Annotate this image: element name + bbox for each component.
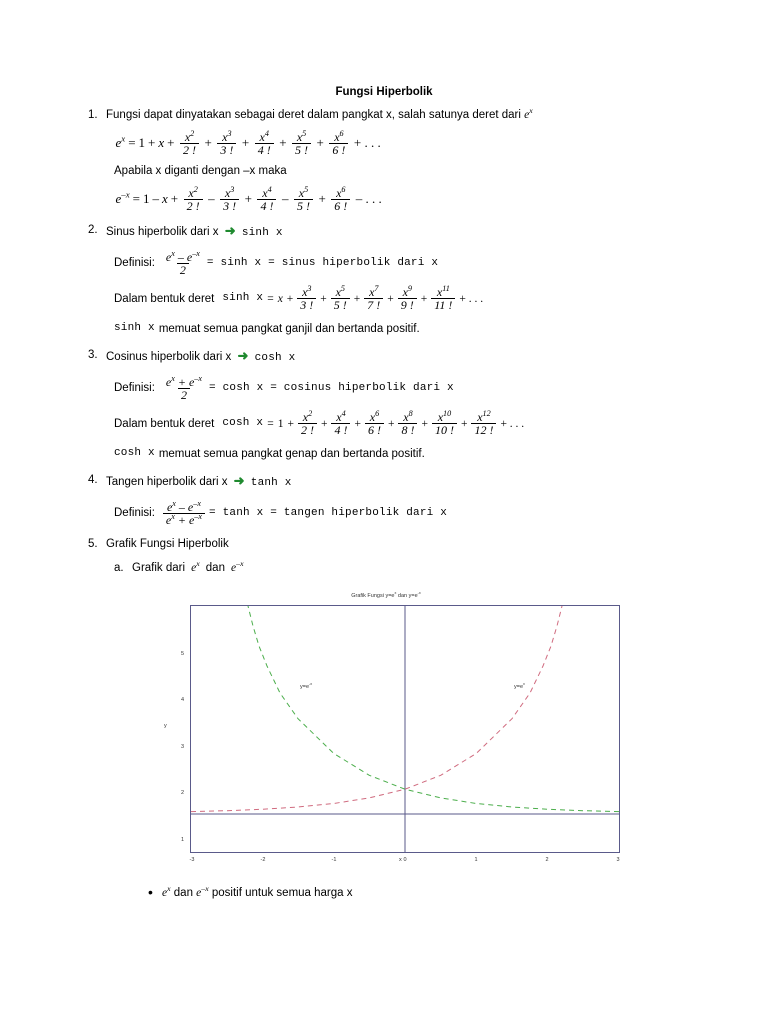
y-axis-label: y xyxy=(164,723,167,730)
item-1-math-ex: $e^x$ xyxy=(524,106,533,121)
item-5a-mid: dan xyxy=(205,562,225,575)
chart-title: Grafik Fungsi $y=e^x$ dan $y=e^{-x}$ xyxy=(351,591,421,600)
item-1-text: Fungsi dapat dinyatakan sebagai deret dalam pangkat x, salah satunya deret dari xyxy=(106,109,521,121)
series-cosh: Dalam bentuk deret cosh x = 1 + $\frac{x^2}{2 !}$ + $\frac{x^4}{4 !}$ + $\frac{x^6}{6 !}$ + $\frac{x^8}{8 !}$ + $\frac{x^{10}}{10 !}$ + $\frac{x^{12}}{12 !}$ + . . . xyxy=(114,408,525,438)
y-tick-3: 3 xyxy=(180,744,184,751)
list-item-4 xyxy=(88,472,698,492)
definition-tanh: Definisi: $\frac{e^x - e^{-x}}{e^x + e^{-x}}$ = tanh x = tangen hiperbolik dari x xyxy=(114,498,448,528)
item-text-3 xyxy=(106,347,698,367)
note-sinh xyxy=(114,321,698,338)
note-cosh-text: memuat semua pangkat genap dan bertanda positif. xyxy=(158,448,425,461)
item-5a-prefix: Grafik dari xyxy=(132,562,186,575)
item-3-text: Cosinus hiperbolik dari x xyxy=(106,350,232,363)
list-item-5a xyxy=(114,560,698,577)
item-number-2: 2. xyxy=(88,223,98,236)
bullet-icon: • xyxy=(148,884,153,901)
curve-enegx xyxy=(248,606,619,812)
x-tick-neg1: -1 xyxy=(331,857,337,864)
item-5a-text xyxy=(132,560,698,577)
curve-ex xyxy=(191,606,562,812)
series-sinh: Dalam bentuk deret sinh x = x + $\frac{x^3}{3 !}$ + $\frac{x^5}{5 !}$ + $\frac{x^7}{7 !}$ + $\frac{x^9}{9 !}$ + $\frac{x^{11}}{11 !}$ + . . . xyxy=(114,283,484,313)
item-2-math: sinh x xyxy=(241,226,283,239)
item-number-4: 4. xyxy=(88,473,98,486)
list-item-1 xyxy=(88,107,698,124)
note-cosh xyxy=(114,446,698,463)
item-text-5: Grafik Fungsi Hiperbolik xyxy=(106,537,229,550)
x-tick-1: 1 xyxy=(474,857,478,864)
arrow-icon: ➜ xyxy=(233,472,245,488)
equation-enegx-series: $e^{-x}$ = 1 – x + $\frac{x^2}{2 !}$ – $\frac{x^3}{3 !}$ + $\frac{x^4}{4 !}$ – $\frac{x^5}{5 !}$ + $\frac{x^6}{6 !}$ – . . . xyxy=(115,184,382,214)
item-text-1 xyxy=(106,107,698,124)
plot-area xyxy=(190,605,620,853)
y-tick-1: 1 xyxy=(180,837,184,844)
note-sinh-text: memuat semua pangkat ganjil dan bertanda positif. xyxy=(158,323,420,336)
item-5a-math-1: $e^x$ xyxy=(188,559,200,575)
item-letter-5a: a. xyxy=(114,562,124,575)
item-4-math: tanh x xyxy=(250,476,292,489)
series-sinh-lhs: sinh x xyxy=(222,291,264,304)
list-item-2 xyxy=(88,222,698,242)
y-tick-5: 5 xyxy=(180,651,184,658)
x-tick-2: 2 xyxy=(545,857,549,864)
x-axis-label: x xyxy=(399,857,402,864)
bullet-tail: positif untuk semua harga x xyxy=(211,887,353,900)
x-tick-neg3: -3 xyxy=(189,857,195,864)
item-4-text: Tangen hiperbolik dari x xyxy=(106,475,228,488)
plot-svg xyxy=(191,606,619,852)
item-number-1: 1. xyxy=(88,109,98,121)
item-number-3: 3. xyxy=(88,348,98,361)
definition-label-tanh: Definisi: xyxy=(114,507,155,520)
note-cosh-math: cosh x xyxy=(114,447,155,460)
bullet-text xyxy=(162,885,353,902)
series-cosh-lhs: cosh x xyxy=(222,416,264,429)
item-2-text: Sinus hiperbolik dari x xyxy=(106,225,219,238)
definition-sinh-text: = sinh x = sinus hiperbolik dari x xyxy=(206,256,439,269)
annotation-ex: $y=e^x$ xyxy=(514,682,525,691)
note-sinh-math: sinh x xyxy=(114,322,155,335)
bullet-item xyxy=(148,885,698,902)
definition-label-cosh: Definisi: xyxy=(114,382,155,395)
definition-label-sinh: Definisi: xyxy=(114,257,155,270)
x-tick-3: 3 xyxy=(616,857,620,864)
item-number-5: 5. xyxy=(88,537,98,550)
y-tick-4: 4 xyxy=(180,697,184,704)
series-label-sinh: Dalam bentuk deret xyxy=(114,292,215,305)
x-tick-0: 0 xyxy=(403,857,407,864)
definition-cosh: Definisi: $\frac{e^x + e^{-x}}{2}$ = cosh x = cosinus hiperbolik dari x xyxy=(114,373,454,403)
annotation-enegx: $y=e^{-x}$ xyxy=(300,682,313,691)
item-1-subline: Apabila x diganti dengan –x maka xyxy=(114,164,287,177)
arrow-icon: ➜ xyxy=(224,222,236,238)
document-body xyxy=(88,107,698,902)
y-tick-2: 2 xyxy=(180,790,184,797)
bullet-math-2: $e^{-x}$ xyxy=(196,884,209,900)
item-5a-math-2: $e^{-x}$ xyxy=(228,559,244,575)
arrow-icon: ➜ xyxy=(237,347,249,363)
list-item-3 xyxy=(88,347,698,367)
x-tick-neg2: -2 xyxy=(260,857,266,864)
bullet-mid: dan xyxy=(173,887,193,900)
definition-tanh-text: = tanh x = tangen hiperbolik dari x xyxy=(209,506,448,519)
equation-ex-series: $e^x$ = 1 + x + $\frac{x^2}{2 !}$ + $\frac{x^3}{3 !}$ + $\frac{x^4}{4 !}$ + $\frac{x^5}{5 !}$ + $\frac{x^6}{6 !}$ + . . . xyxy=(115,128,381,158)
exponential-graph xyxy=(134,591,638,873)
item-text-4 xyxy=(106,472,698,492)
list-item-5 xyxy=(88,536,698,553)
definition-cosh-text: = cosh x = cosinus hiperbolik dari x xyxy=(209,381,454,394)
item-text-2 xyxy=(106,222,698,242)
definition-sinh: Definisi: $\frac{e^x - e^{-x}}{2}$ = sinh x = sinus hiperbolik dari x xyxy=(114,248,439,278)
series-label-cosh: Dalam bentuk deret xyxy=(114,417,215,430)
bullet-math-1: $e^x$ xyxy=(162,884,171,900)
page-title: Fungsi Hiperbolik xyxy=(335,86,433,98)
item-3-math: cosh x xyxy=(254,351,296,364)
